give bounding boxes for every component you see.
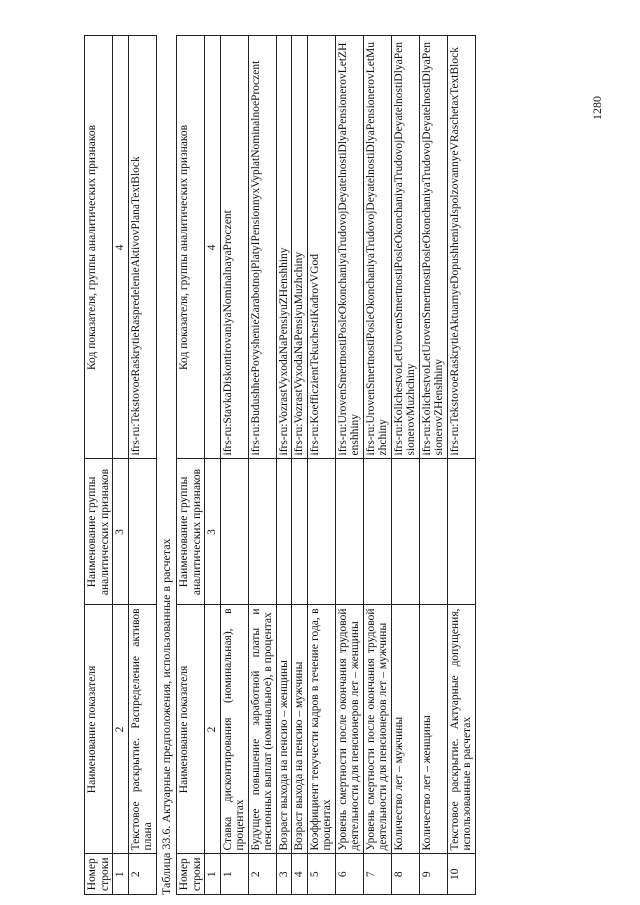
table-row bbox=[307, 36, 335, 895]
header-name: Наименование показателя bbox=[177, 605, 205, 854]
row-name: Ставка дисконтирования (номинальная), в процентах bbox=[220, 605, 248, 854]
header-row bbox=[85, 36, 113, 895]
row-code: ifrs-ru:VozrastVyxodaNaPensiyuMuzhchiny bbox=[292, 36, 308, 459]
table-row bbox=[419, 36, 447, 895]
row-code: ifrs-ru:UrovenSmertnostiPosleOkonchaniyaTrudovojDeyatelnostiDlyaPensionerovLetZHenshhiny bbox=[335, 36, 363, 459]
table-row bbox=[292, 36, 308, 895]
header-row bbox=[177, 36, 205, 895]
row-code: ifrs-ru:VozrastVyxodaNaPensiyuZHenshhiny bbox=[276, 36, 292, 459]
header-num: Номер строки bbox=[85, 854, 113, 895]
table-row bbox=[447, 36, 475, 895]
row-code: ifrs-ru:KoefficzientTekuchestiKadrovVGod bbox=[307, 36, 335, 459]
row-name: Будущее повышение заработной платы и пенсионных выплат (номинальное), в процентах bbox=[248, 605, 276, 854]
row-code: ifrs-ru:StavkaDiskontirovaniyaNominalnayaProczent bbox=[220, 36, 248, 459]
row-name: Возраст выхода на пенсию – мужчины bbox=[292, 605, 308, 854]
row-num: 9 bbox=[419, 854, 447, 895]
row-group bbox=[447, 459, 475, 605]
col-number: 3 bbox=[113, 459, 129, 605]
row-group bbox=[128, 459, 156, 605]
col-number: 4 bbox=[205, 36, 221, 459]
row-code: ifrs-ru:UrovenSmertnostiPosleOkonchaniyaTrudovojDeyatelnostiDlyaPensionerovLetMuzhchiny bbox=[363, 36, 391, 459]
table-row bbox=[220, 36, 248, 895]
row-group bbox=[363, 459, 391, 605]
row-num: 2 bbox=[248, 854, 276, 895]
row-name: Количество лет – мужчины bbox=[391, 605, 419, 854]
row-num: 7 bbox=[363, 854, 391, 895]
table-caption: Таблица 33.6. Актуарные предположения, использованные в расчетах bbox=[159, 538, 173, 895]
row-group bbox=[419, 459, 447, 605]
table-row bbox=[335, 36, 363, 895]
column-number-row bbox=[113, 36, 129, 895]
col-number: 2 bbox=[205, 605, 221, 854]
table-row bbox=[391, 36, 419, 895]
row-num: 8 bbox=[391, 854, 419, 895]
row-name: Уровень смертности после окончания трудовой деятельности для пенсионеров лет – женщины bbox=[335, 605, 363, 854]
row-code: ifrs-ru:TekstovoeRaskrytieAktuarnyeDopushheniyaIspolzovannyeVRaschetaxTextBlock bbox=[447, 36, 475, 459]
row-num: 2 bbox=[128, 854, 156, 895]
header-name: Наименование показателя bbox=[85, 605, 113, 854]
table-row bbox=[128, 36, 156, 895]
row-group bbox=[248, 459, 276, 605]
col-number: 1 bbox=[205, 854, 221, 895]
row-group bbox=[220, 459, 248, 605]
row-group bbox=[335, 459, 363, 605]
row-group bbox=[391, 459, 419, 605]
row-group bbox=[292, 459, 308, 605]
row-num: 6 bbox=[335, 854, 363, 895]
table-row bbox=[248, 36, 276, 895]
row-name: Текстовое раскрытие. Распределение активов плана bbox=[128, 605, 156, 854]
header-num: Номер строки bbox=[177, 854, 205, 895]
row-num: 3 bbox=[276, 854, 292, 895]
row-num: 10 bbox=[447, 854, 475, 895]
row-group bbox=[307, 459, 335, 605]
row-group bbox=[276, 459, 292, 605]
col-number: 4 bbox=[113, 36, 129, 459]
row-name: Уровень смертности после окончания трудовой деятельности для пенсионеров лет – мужчины bbox=[363, 605, 391, 854]
row-name: Количество лет – женщины bbox=[419, 605, 447, 854]
row-code: ifrs-ru:BudushheePovyshenieZarabotnojPlatyIPensionnyxVyplatNominalnoeProczent bbox=[248, 36, 276, 459]
row-name: Возраст выхода на пенсию – женщины bbox=[276, 605, 292, 854]
row-code: ifrs-ru:TekstovoeRaskrytieRaspredelenieAktivovPlanaTextBlock bbox=[128, 36, 156, 459]
col-number: 1 bbox=[113, 854, 129, 895]
header-group: Наименование группы аналитических признаков bbox=[177, 459, 205, 605]
header-group: Наименование группы аналитических признаков bbox=[85, 459, 113, 605]
row-num: 5 bbox=[307, 854, 335, 895]
table-row bbox=[276, 36, 292, 895]
row-num: 4 bbox=[292, 854, 308, 895]
column-number-row bbox=[205, 36, 221, 895]
row-code: ifrs-ru:KolichestvoLetUrovenSmertnostiPosleOkonchaniyaTrudovojDeyatelnostiDlyaPensionerovZHenshhiny bbox=[419, 36, 447, 459]
header-code: Код показателя, группы аналитических признаков bbox=[85, 36, 113, 459]
row-name: Коэффициент текучести кадров в течение года, в процентах bbox=[307, 605, 335, 854]
table-plan-assets bbox=[84, 35, 157, 895]
col-number: 2 bbox=[113, 605, 129, 854]
page-number: 1280 bbox=[590, 96, 604, 120]
header-code: Код показателя, группы аналитических признаков bbox=[177, 36, 205, 459]
row-num: 1 bbox=[220, 854, 248, 895]
table-actuarial-assumptions bbox=[176, 35, 476, 895]
row-name: Текстовое раскрытие. Актуарные допущения, использованные в расчетах bbox=[447, 605, 475, 854]
table-row bbox=[363, 36, 391, 895]
row-code: ifrs-ru:KolichestvoLetUrovenSmertnostiPosleOkonchaniyaTrudovojDeyatelnostiDlyaPensionerovMuzhchiny bbox=[391, 36, 419, 459]
col-number: 3 bbox=[205, 459, 221, 605]
